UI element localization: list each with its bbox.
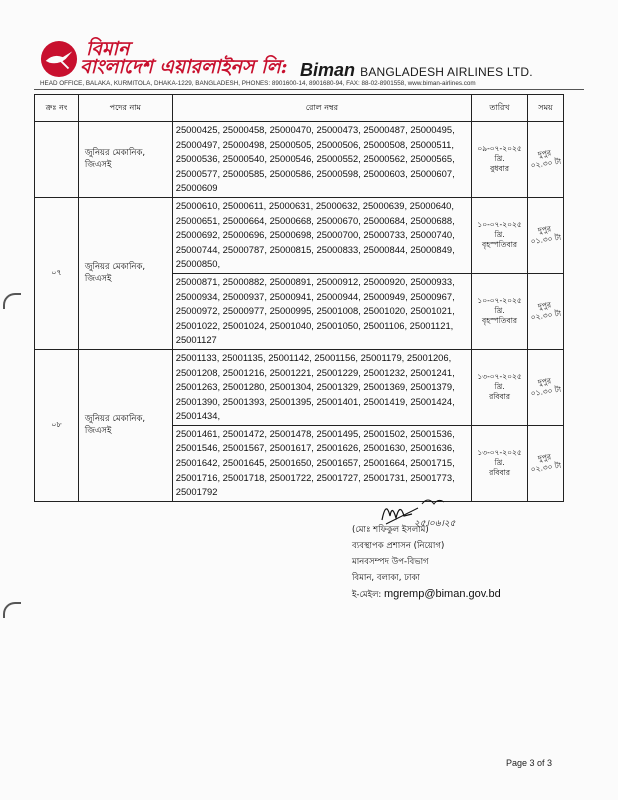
time-line2: ০১.৩০ টা (530, 385, 562, 399)
bangla-name-line1: বিমান (86, 38, 130, 60)
date-line2: খ্রি. (494, 458, 505, 468)
brand-bold: Biman (300, 60, 356, 80)
date-cell (472, 122, 528, 198)
time-cell (528, 425, 564, 501)
signatory-department: মানবসম্পদ উপ-বিভাগ (352, 557, 429, 567)
date-line1: ১৩-০৭-২০২৫ (477, 372, 522, 382)
brand-rest: BANGLADESH AIRLINES LTD. (360, 65, 533, 79)
date-line3: বৃহস্পতিবার (482, 316, 518, 326)
roll-cell: 25000871, 25000882, 25000891, 25000912, 25000920, 25000933, 25000934, 25000937, 25000941, 25000944, 25000949, 25000967, 25000972, 25000977, 25000995, 25001008, 25001020, 25001021, 25001022, 25001024, 25001040, 25001050, 25001106, 25001121, 25001127 (172, 273, 471, 349)
bangla-airline-name (80, 38, 288, 78)
email-link[interactable]: mgremp@biman.gov.bd (383, 588, 501, 600)
serial-cell (35, 122, 79, 198)
date-line3: বৃহস্পতিবার (482, 240, 518, 250)
time-line1: দুপুর (537, 300, 552, 312)
punch-hole-mark (3, 293, 21, 309)
date-line2: খ্রি. (494, 382, 505, 392)
post-line2: জিএসই (84, 426, 112, 437)
time-text (529, 451, 562, 475)
header-post: পদের নাম (78, 95, 172, 122)
time-cell (528, 122, 564, 198)
time-text (529, 299, 562, 323)
time-line2: ০১.৩০ টা (530, 233, 562, 247)
time-text (529, 223, 562, 247)
exam-schedule-table (34, 94, 564, 502)
table-row (35, 349, 564, 425)
signatory-name: (মোঃ শফিকুল ইসলাম) (352, 525, 429, 535)
date-cell (472, 425, 528, 501)
time-cell (528, 197, 564, 273)
date-line2: খ্রি. (494, 230, 505, 240)
post-cell (78, 349, 172, 501)
post-line2: জিএসই (84, 160, 112, 171)
time-line2: ০২.৩০ টা (530, 309, 562, 323)
time-line1: দুপুর (537, 376, 552, 388)
roll-cell: 25000425, 25000458, 25000470, 25000473, 25000487, 25000495, 25000497, 25000498, 25000505, 25000506, 25000508, 25000511, 25000536, 25000540, 25000546, 25000552, 25000562, 25000565, 25000577, 25000585, 25000586, 25000598, 25000603, 25000607, 25000609 (172, 122, 471, 198)
date-line1: ০৯-০৭-২০২৫ (477, 144, 522, 154)
date-line1: ১০-০৭-২০২৫ (477, 296, 522, 306)
post-cell (78, 122, 172, 198)
header-roll: রোল নম্বর (172, 95, 471, 122)
header-time: সময় (528, 95, 564, 122)
serial-cell: ০৮ (35, 349, 79, 501)
post-line1: জুনিয়র মেকানিক, (84, 262, 146, 273)
table-row (35, 122, 564, 198)
signature-date: ২৫।০৬।২৫ (414, 519, 456, 529)
time-line1: দুপুর (537, 224, 552, 236)
time-line1: দুপুর (537, 148, 552, 160)
english-airline-name (300, 60, 533, 81)
date-line1: ১০-০৭-২০২৫ (477, 220, 522, 230)
roll-cell: 25001133, 25001135, 25001142, 25001156, 25001179, 25001206, 25001208, 25001216, 25001221, 25001229, 25001232, 25001241, 25001263, 25001280, 25001304, 25001329, 25001369, 25001379, 25001390, 25001393, 25001395, 25001401, 25001419, 25001424, 25001434, (172, 349, 471, 425)
date-line3: রবিবার (489, 468, 510, 478)
post-cell (78, 197, 172, 349)
email-label: ই-মেইল: (352, 590, 382, 600)
roll-cell: 25000610, 25000611, 25000631, 25000632, 25000639, 25000640, 25000651, 25000664, 25000668, 25000670, 25000684, 25000688, 25000692, 25000696, 25000698, 25000700, 25000733, 25000740, 25000744, 25000787, 25000815, 25000833, 25000844, 25000849, 25000850, (172, 197, 471, 273)
page-number: Page 3 of 3 (506, 758, 553, 768)
head-office-address: HEAD OFFICE, BALAKA, KURMITOLA, DHAKA-1229, BANGLADESH, PHONES: 8901600-14, 8901680-94, FAX: 88-02-8901558, www.biman-airlines.com (40, 80, 476, 87)
post-line1: জুনিয়র মেকানিক, (84, 414, 146, 425)
signatory-block (352, 522, 501, 603)
serial-cell: ০৭ (35, 197, 79, 349)
biman-stork-logo-icon (40, 40, 78, 78)
time-cell (528, 349, 564, 425)
date-line3: রবিবার (489, 392, 510, 402)
time-cell (528, 273, 564, 349)
post-line2: জিএসই (84, 274, 112, 285)
bangla-name-line2: বাংলাদেশ এয়ারলাইনস লি: (80, 56, 288, 78)
header-serial: ক্রঃ নং (35, 95, 79, 122)
date-line3: বুধবার (490, 164, 509, 174)
time-line1: দুপুর (537, 452, 552, 464)
punch-hole-mark (3, 602, 21, 618)
header-divider (34, 89, 584, 90)
date-cell (472, 197, 528, 273)
table-header-row (35, 95, 564, 122)
header-date: তারিখ (472, 95, 528, 122)
date-line2: খ্রি. (494, 154, 505, 164)
signatory-office: বিমান, বলাকা, ঢাকা (352, 573, 420, 583)
time-line2: ০২.৩০ টা (530, 461, 562, 475)
time-text (529, 375, 562, 399)
date-cell (472, 273, 528, 349)
signatory-designation: ব্যবস্থাপক প্রশাসন (নিয়োগ) (352, 541, 445, 551)
time-line2: ০২.৩০ টা (530, 157, 562, 171)
post-line1: জুনিয়র মেকানিক, (84, 148, 146, 159)
roll-cell: 25001461, 25001472, 25001478, 25001495, 25001502, 25001536, 25001546, 25001567, 25001617, 25001626, 25001630, 25001636, 25001642, 25001645, 25001650, 25001657, 25001664, 25001715, 25001716, 25001718, 25001722, 25001727, 25001731, 25001773, 25001792 (172, 425, 471, 501)
time-text (529, 147, 562, 171)
email-line (352, 586, 501, 603)
table-row (35, 197, 564, 273)
date-line1: ১৩-০৭-২০২৫ (477, 448, 522, 458)
date-cell (472, 349, 528, 425)
date-line2: খ্রি. (494, 306, 505, 316)
